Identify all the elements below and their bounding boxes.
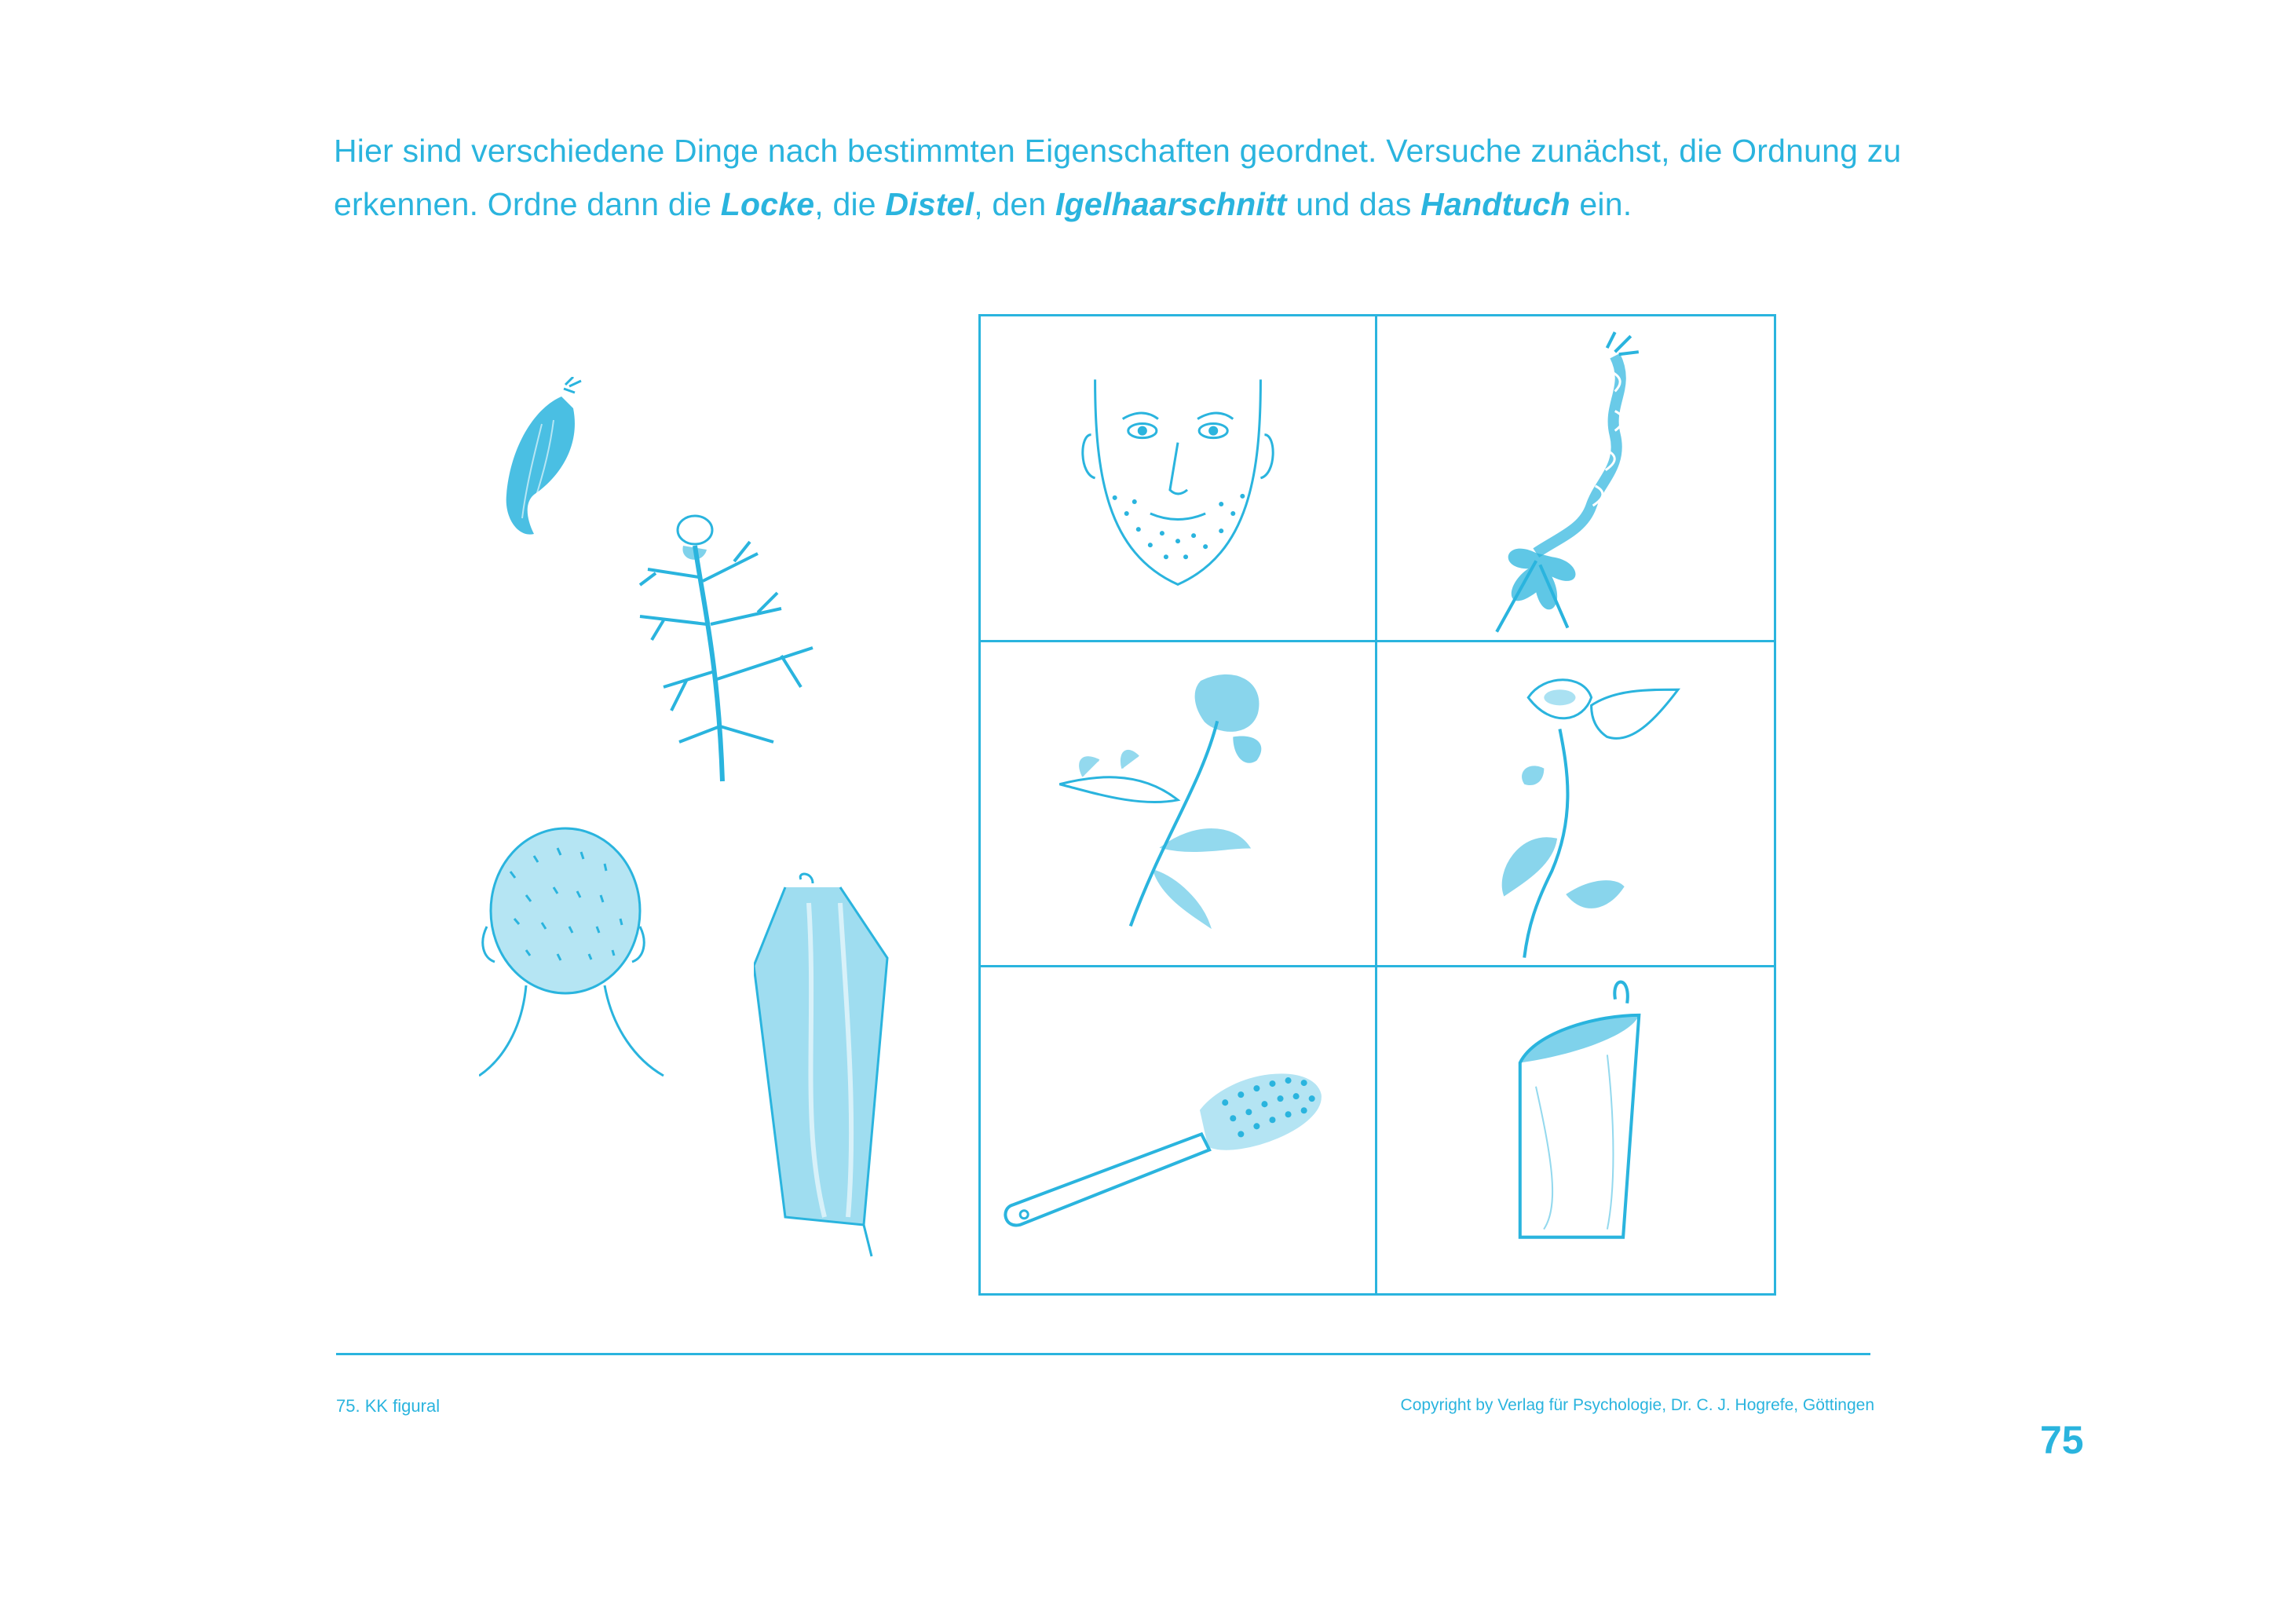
instructions-text — [334, 124, 1904, 231]
instructions-part: , den — [974, 186, 1056, 222]
grid-cell-bearded-face — [981, 316, 1377, 642]
grid-cell-morning-glory — [1377, 642, 1774, 968]
footer-rule — [336, 1353, 1870, 1355]
grid-cell-bath-brush — [981, 967, 1377, 1293]
braid-icon — [1377, 316, 1774, 640]
washcloth-icon — [1377, 967, 1774, 1293]
instructions-part: Hier sind verschiedene Dinge nach bestimmten Eigenschaften geordnet. Versuche zunächst, die Ordnung zu erkennen. Ordne dann die — [334, 133, 1902, 222]
instructions-part: ein. — [1570, 186, 1632, 222]
crew-cut-head-icon — [479, 824, 667, 1084]
item-distel: Distel — [885, 186, 974, 222]
rose-icon — [981, 642, 1375, 966]
morning-glory-icon — [1377, 642, 1774, 966]
grid-cell-braid — [1377, 316, 1774, 642]
lock-of-hair-icon — [487, 377, 605, 550]
bearded-face-icon — [981, 316, 1375, 640]
towel-icon — [754, 872, 895, 1264]
bath-brush-icon — [981, 967, 1375, 1293]
footer-copyright: Copyright by Verlag für Psychologie, Dr. C. J. Hogrefe, Göttingen — [1400, 1396, 1874, 1414]
grid-cell-washcloth — [1377, 967, 1774, 1293]
instructions-part: , die — [814, 186, 886, 222]
instructions-part: und das — [1286, 186, 1421, 222]
thistle-icon — [632, 506, 836, 789]
grid-cell-rose — [981, 642, 1377, 968]
sorting-grid — [978, 314, 1776, 1296]
item-igelhaarschnitt: Igelhaarschnitt — [1055, 186, 1287, 222]
page-number: 75 — [2040, 1418, 2084, 1462]
footer-item-code: 75. KK figural — [336, 1396, 441, 1416]
loose-items — [471, 369, 911, 1272]
item-handtuch: Handtuch — [1420, 186, 1570, 222]
item-locke: Locke — [720, 186, 815, 222]
